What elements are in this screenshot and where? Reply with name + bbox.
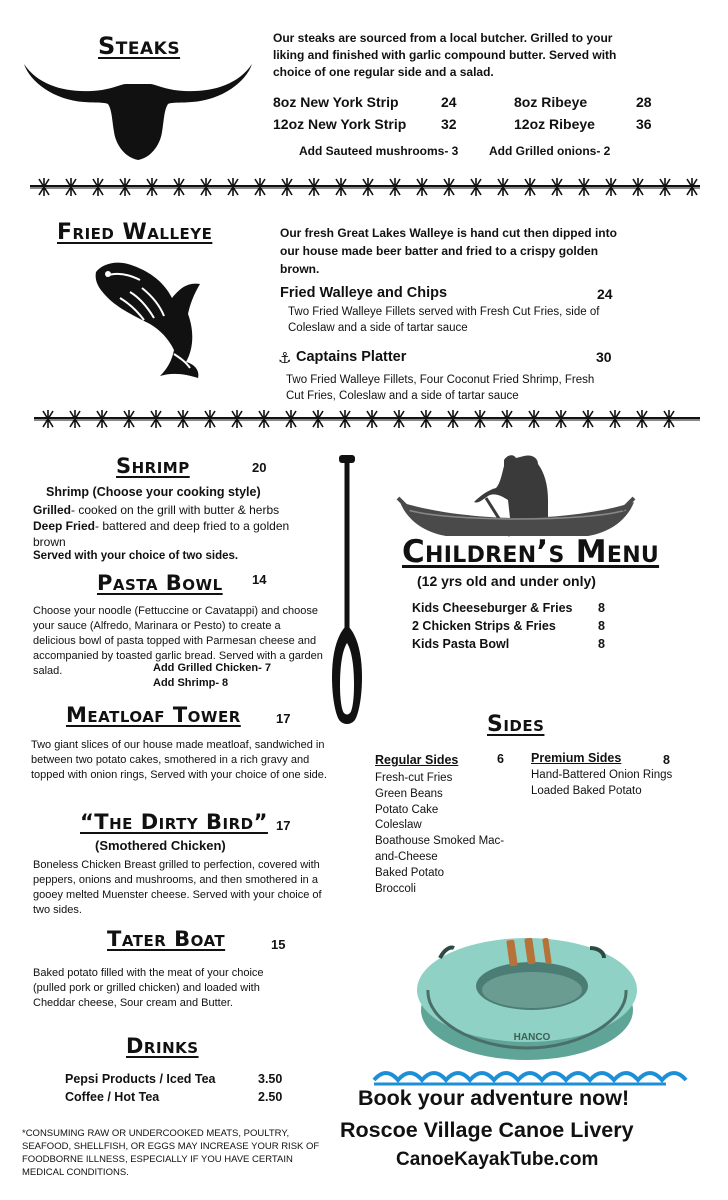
disclaimer: *CONSUMING RAW OR UNDERCOOKED MEATS, POULTRY, SEAFOOD, SHELLFISH, OR EGGS MAY INCREASE YOUR RISK OF FOODBORNE ILLNESS, ESPECIALLY IF YOU HAVE CERTAIN MEDICAL CONDITIONS.: [22, 1128, 320, 1178]
steaks-description: Our steaks are sourced from a local butcher. Grilled to your liking and finished with garlic compound butter. Served with choice of one regular side and a salad.: [273, 31, 617, 79]
steak-item-price: 24: [441, 94, 457, 110]
paddle-icon: [330, 455, 364, 727]
regular-side-item: Coleslaw: [375, 819, 422, 832]
grilled-label: Grilled: [33, 503, 72, 517]
wave-icon: [374, 1066, 666, 1086]
steak-item-price: 32: [441, 116, 457, 132]
walleye-item-desc: Two Fried Walleye Fillets, Four Coconut Fried Shrimp, Fresh Cut Fries, Coleslaw and a side of tartar sauce: [286, 374, 595, 402]
regular-sides-list: [375, 771, 525, 897]
dirty-bird-price: 17: [276, 818, 291, 833]
steak-item-name: 12oz New York Strip: [273, 116, 407, 132]
pasta-price: 14: [252, 572, 267, 587]
tater-price: 15: [271, 937, 286, 952]
fried-label: Deep Fried: [33, 519, 96, 533]
steak-item-name: 12oz Ribeye: [514, 116, 595, 132]
pasta-addon: Add Grilled Chicken- 7: [153, 662, 271, 674]
tater-heading: Tater Boat: [107, 927, 226, 951]
kids-item-name: Kids Cheeseburger & Fries: [412, 601, 573, 615]
premium-sides-label: Premium Sides: [531, 751, 622, 765]
meatloaf-heading: Meatloaf Tower: [66, 703, 241, 727]
walleye-fish-icon: [90, 258, 202, 380]
dirty-bird-description: Boneless Chicken Breast grilled to perfection, covered with peppers, onions and mushrooms, and then smothered in a gooey melted Muenster cheese. Served with your choice of two sides.: [33, 859, 322, 916]
kids-item-name: Kids Pasta Bowl: [412, 637, 510, 651]
steaks-heading: Steaks: [98, 32, 181, 60]
anchor-icon: ⚓: [278, 349, 292, 367]
regular-side-item: Baked Potato: [375, 866, 445, 879]
sides-heading: Sides: [487, 712, 545, 737]
steak-addon: Add Sauteed mushrooms- 3: [299, 144, 459, 158]
longhorn-skull-icon: [22, 60, 254, 162]
regular-sides-label: Regular Sides: [375, 753, 459, 767]
steak-item-name: 8oz Ribeye: [514, 94, 588, 110]
regular-sides-price: 6: [497, 752, 504, 766]
regular-side-item: Potato Cake: [375, 803, 439, 816]
drink-name: Pepsi Products / Iced Tea: [65, 1072, 216, 1086]
walleye-item-name: Fried Walleye and Chips: [280, 285, 448, 301]
bear-canoe-icon: [398, 452, 636, 542]
shrimp-subtitle: Shrimp (Choose your cooking style): [46, 485, 261, 499]
kids-heading: Children’s Menu: [402, 534, 660, 570]
tater-description: Baked potato filled with the meat of your choice (pulled pork or grilled chicken) and loaded with Cheddar cheese, Sour cream and Butter.: [33, 967, 264, 1009]
premium-side-item: Hand-Battered Onion Rings: [531, 769, 673, 781]
pasta-description: Choose your noodle (Fettuccine or Cavatappi) and choose your sauce (Alfredo, Marinara or Pesto) to create a delicious bowl of pasta topped with Parmesan cheese and accompanied by toasted garlic bread. Served with a garden salad.: [33, 605, 323, 677]
shrimp-fried-line: [33, 518, 323, 550]
tube-brand-text: HANCO: [513, 1032, 551, 1043]
kids-item-price: 8: [598, 637, 605, 651]
barbed-wire-divider: [34, 408, 700, 430]
meatloaf-price: 17: [276, 711, 291, 726]
drink-price: 2.50: [258, 1090, 283, 1104]
promo-line2: Roscoe Village Canoe Livery: [340, 1118, 634, 1142]
shrimp-grilled-line: [33, 502, 323, 518]
promo-line3: CanoeKayakTube.com: [396, 1149, 599, 1170]
regular-side-item: Green Beans: [375, 787, 443, 800]
fried-text: - battered and deep fried to a golden brown: [33, 519, 290, 549]
premium-side-item: Loaded Baked Potato: [531, 784, 642, 797]
regular-side-item: Fresh-cut Fries: [375, 772, 453, 784]
steak-item-name: 8oz New York Strip: [273, 94, 399, 110]
premium-sides-list: [531, 768, 721, 800]
grilled-text: - cooked on the grill with butter & herbs: [71, 503, 280, 517]
shrimp-price: 20: [252, 460, 267, 475]
walleye-heading: Fried Walleye: [57, 220, 213, 245]
drink-price: 3.50: [258, 1072, 283, 1086]
steak-item-price: 36: [636, 116, 652, 132]
walleye-item-price: 30: [596, 349, 612, 365]
promo-line1: Book your adventure now!: [358, 1086, 630, 1110]
kids-item-name: 2 Chicken Strips & Fries: [412, 619, 556, 633]
walleye-item-name: Captains Platter: [296, 349, 407, 365]
premium-sides-price: 8: [663, 753, 670, 767]
shrimp-heading: Shrimp: [116, 454, 190, 478]
pasta-addon: Add Shrimp- 8: [153, 677, 229, 689]
kids-item-price: 8: [598, 619, 605, 633]
walleye-description: Our fresh Great Lakes Walleye is hand cut then dipped into our house made beer batter and fried to a crispy golden brown.: [280, 226, 617, 276]
meatloaf-description: Two giant slices of our house made meatloaf, sandwiched in between two potato cakes, smothered in a rich gravy and topped with onion rings, Served with your choice of one side.: [31, 739, 327, 781]
dirty-bird-heading: “The Dirty Bird”: [80, 810, 268, 834]
dirty-bird-subtitle: (Smothered Chicken): [95, 838, 226, 853]
steak-addon: Add Grilled onions- 2: [489, 144, 611, 158]
kids-item-price: 8: [598, 601, 605, 615]
shrimp-served: Served with your choice of two sides.: [33, 550, 239, 562]
drink-name: Coffee / Hot Tea: [65, 1090, 160, 1104]
pasta-heading: Pasta Bowl: [97, 571, 223, 595]
kids-subtitle: (12 yrs old and under only): [417, 573, 596, 589]
walleye-item-price: 24: [597, 286, 613, 302]
walleye-item-desc: Two Fried Walleye Fillets served with Fresh Cut Fries, side of Coleslaw and a side of tartar sauce: [288, 306, 600, 334]
regular-side-item: Boathouse Smoked Mac-and-Cheese: [375, 835, 505, 863]
steak-item-price: 28: [636, 94, 652, 110]
river-tube-icon: [414, 930, 640, 1068]
regular-side-item: Broccoli: [375, 882, 416, 895]
drinks-heading: Drinks: [126, 1034, 199, 1058]
barbed-wire-divider: [30, 176, 700, 198]
